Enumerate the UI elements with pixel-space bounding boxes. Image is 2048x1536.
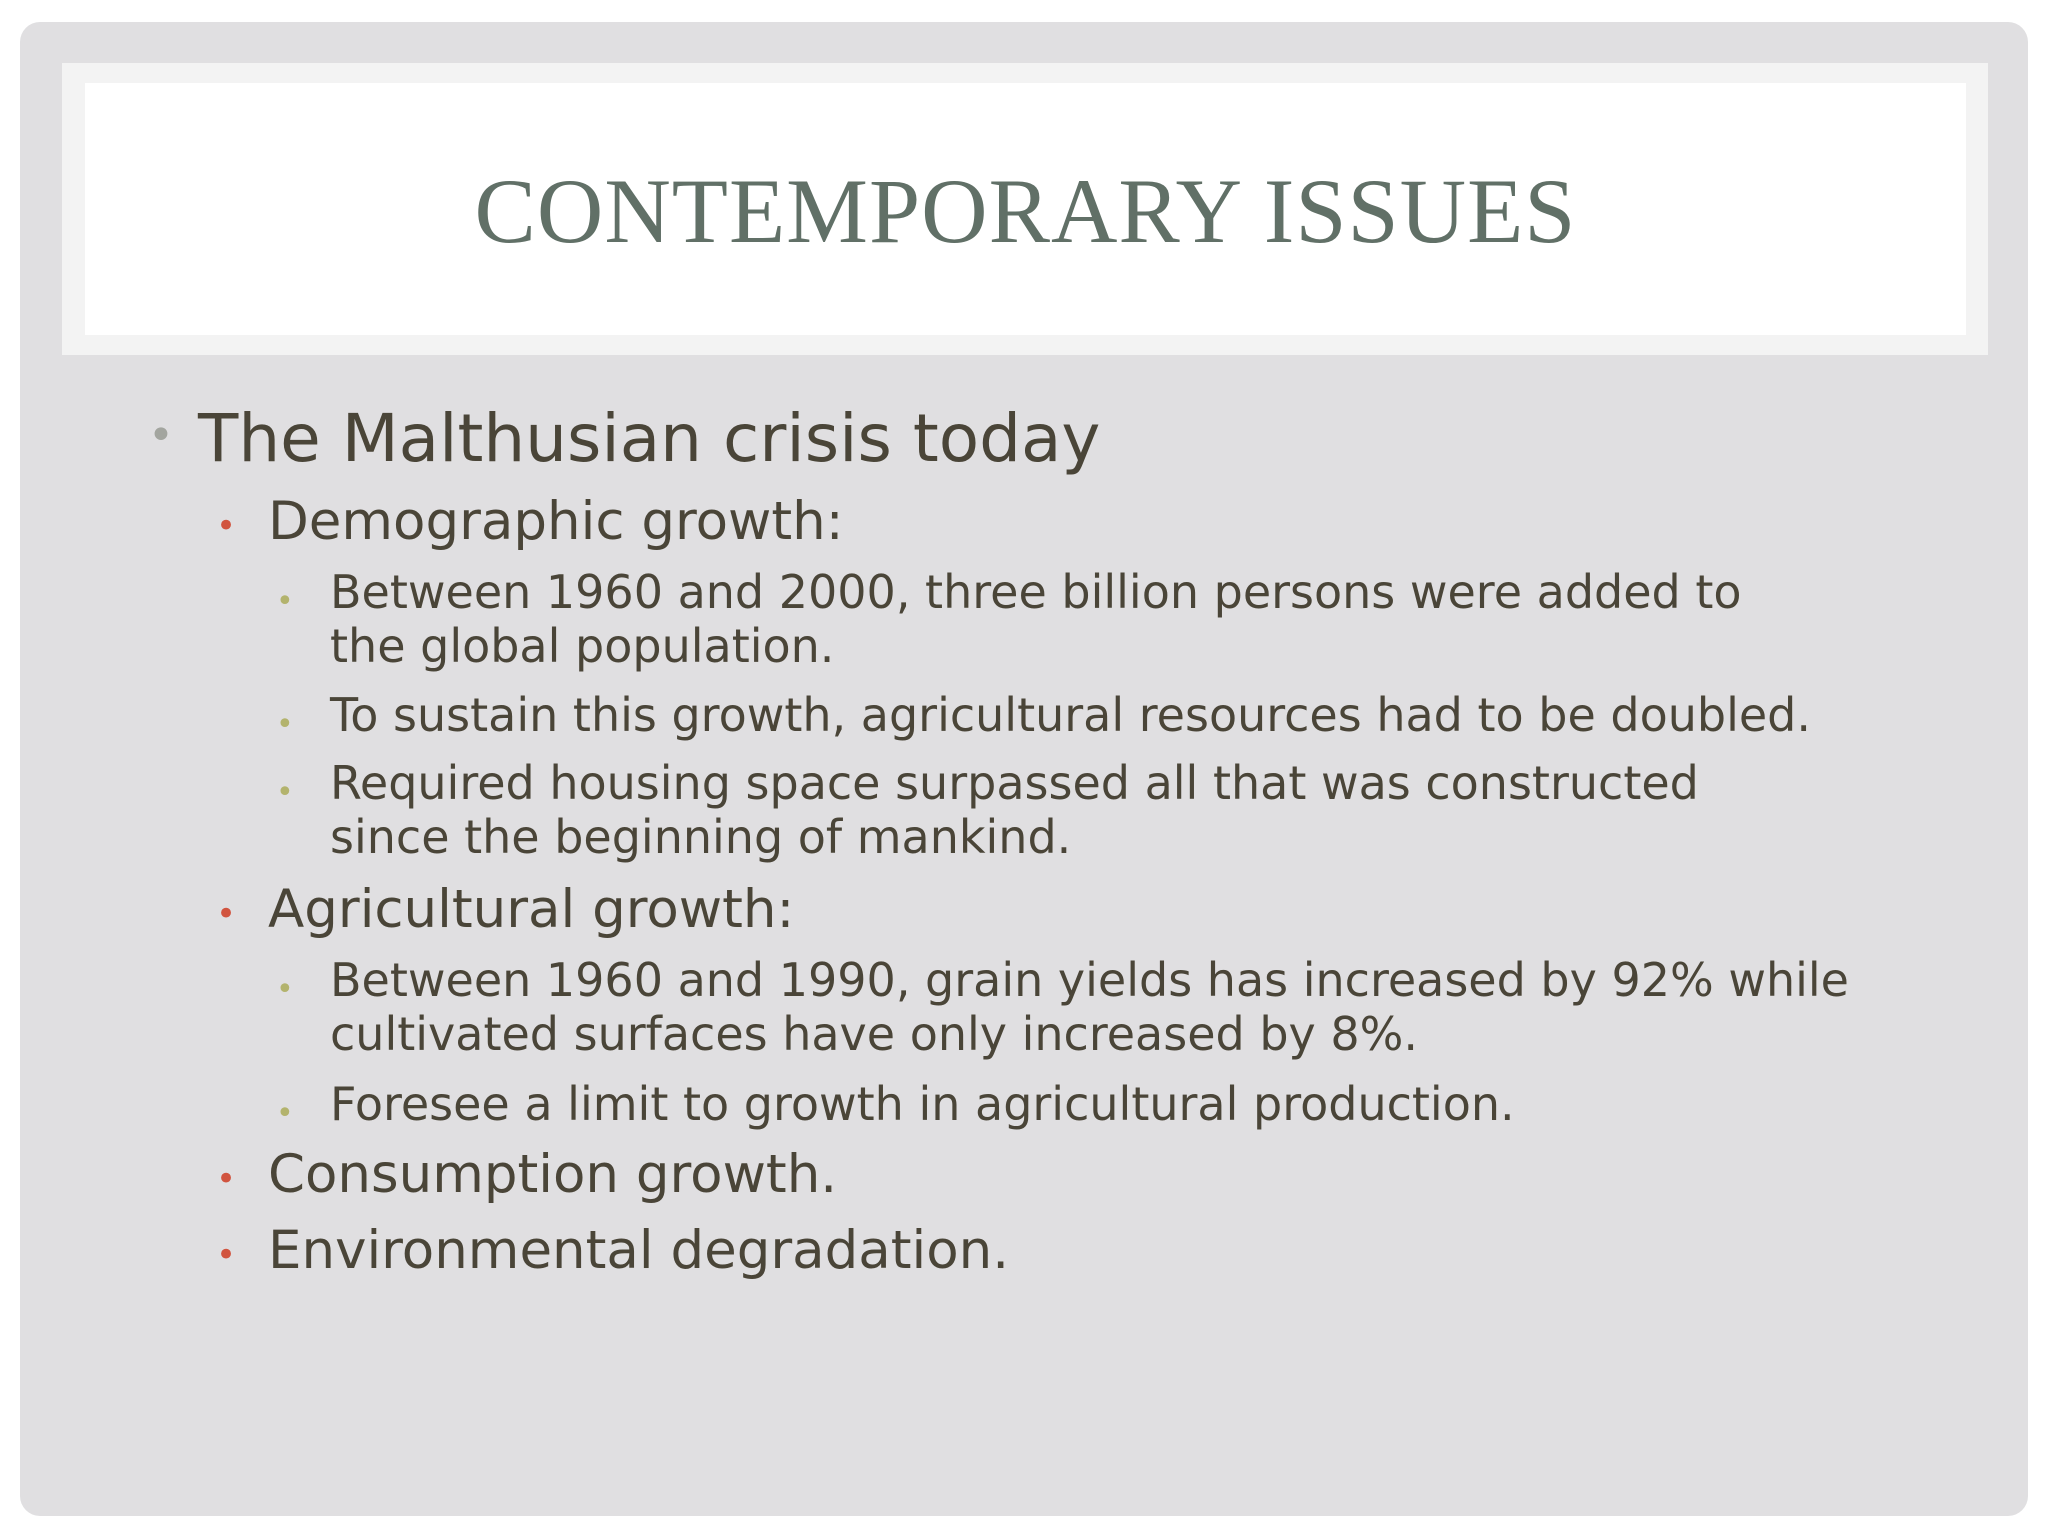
bullet-level3-text-line: since the beginning of mankind.	[330, 810, 1072, 864]
slide-content	[20, 22, 2028, 1516]
bullet-level3-dot: •	[276, 775, 294, 810]
bullet-level3-text-line: Foresee a limit to growth in agricultural production.	[330, 1077, 1515, 1131]
bullet-level3-dot: •	[276, 707, 294, 742]
bullet-level3-dot: •	[276, 972, 294, 1007]
bullet-level2-dot: •	[216, 1159, 237, 1199]
bullet-level2-dot: •	[216, 894, 237, 934]
bullet-level2-text: Consumption growth.	[268, 1144, 838, 1205]
bullet-level2-text: Demographic growth:	[268, 491, 844, 552]
bullet-level3-dot: •	[276, 584, 294, 619]
bullet-level1-dot: •	[148, 410, 174, 461]
bullet-level1-text: The Malthusian crisis today	[198, 400, 1101, 477]
bullet-level3-text-line: To sustain this growth, agricultural resources had to be doubled.	[330, 688, 1812, 742]
bullet-level3-dot: •	[276, 1096, 294, 1131]
slide-title: CONTEMPORARY ISSUES	[474, 160, 1577, 262]
bullet-level3-text-line: Between 1960 and 2000, three billion persons were added to	[330, 565, 1742, 619]
bullet-level3-text-line: the global population.	[330, 619, 835, 673]
bullet-level2-text: Agricultural growth:	[268, 879, 795, 940]
bullet-level2-text: Environmental degradation.	[268, 1220, 1010, 1281]
bullet-level3-text-line: Between 1960 and 1990, grain yields has increased by 92% while	[330, 953, 1849, 1007]
slide	[20, 22, 2028, 1516]
bullet-level3-text-line: Required housing space surpassed all that was constructed	[330, 756, 1699, 810]
bullet-level3-text-line: cultivated surfaces have only increased by 8%.	[330, 1007, 1418, 1061]
bullet-level2-dot: •	[216, 1235, 237, 1275]
bullet-level2-dot: •	[216, 506, 237, 546]
